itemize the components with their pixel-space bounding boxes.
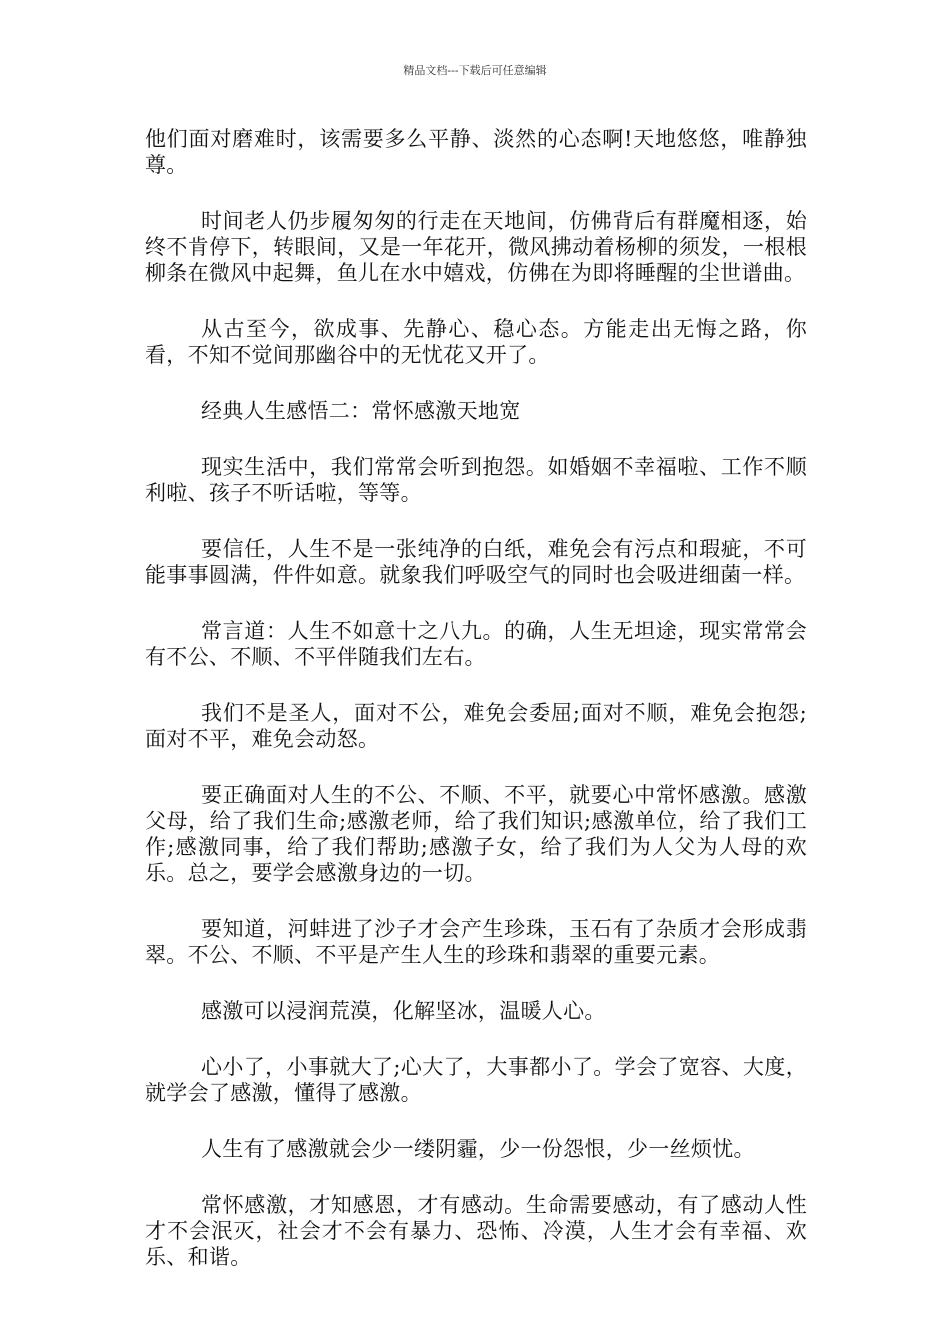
document-body	[145, 126, 807, 1300]
paragraph: 要正确面对人生的不公、不顺、不平，就要心中常怀感激。感激父母，给了我们生命;感激老师，给了我们知识;感激单位，给了我们工作;感激同事，给了我们帮助;感激子女，给了我们为人父为人母的欢乐。总之，要学会感激身边的一切。	[145, 783, 807, 885]
paragraph: 心小了，小事就大了;心大了，大事都小了。学会了宽容、大度，就学会了感激，懂得了感激。	[145, 1055, 807, 1105]
paragraph: 常怀感激，才知感恩，才有感动。生命需要感动，有了感动人性才不会泯灭，社会才不会有暴力、恐怖、冷漠，人生才会有幸福、欢乐、和谐。	[145, 1193, 807, 1269]
paragraph: 感激可以浸润荒漠，化解坚冰，温暖人心。	[201, 999, 606, 1023]
paragraph: 要信任，人生不是一张纯净的白纸，难免会有污点和瑕疵，不可能事事圆满，件件如意。就象我们呼吸空气的同时也会吸进细菌一样。	[145, 537, 807, 587]
section-heading: 经典人生感悟二：常怀感激天地宽	[201, 399, 521, 423]
page-header: 精品文档---下载后可任意编辑	[403, 64, 547, 77]
paragraph: 常言道：人生不如意十之八九。的确，人生无坦途，现实常常会有不公、不顺、不平伴随我们左右。	[145, 619, 807, 669]
paragraph: 现实生活中，我们常常会听到抱怨。如婚姻不幸福啦、工作不顺利啦、孩子不听话啦，等等。	[145, 455, 807, 505]
paragraph: 从古至今，欲成事、先静心、稳心态。方能走出无悔之路，你看，不知不觉间那幽谷中的无忧花又开了。	[145, 317, 807, 367]
paragraph: 要知道，河蚌进了沙子才会产生珍珠，玉石有了杂质才会形成翡翠。不公、不顺、不平是产生人生的珍珠和翡翠的重要元素。	[145, 917, 807, 967]
paragraph: 人生有了感激就会少一缕阴霾，少一份怨恨，少一丝烦忧。	[201, 1137, 755, 1161]
paragraph: 我们不是圣人，面对不公，难免会委屈;面对不顺，难免会抱怨;面对不平，难免会动怒。	[145, 701, 807, 751]
paragraph: 他们面对磨难时，该需要多么平静、淡然的心态啊!天地悠悠，唯静独尊。	[145, 127, 807, 177]
paragraph: 时间老人仍步履匆匆的行走在天地间，仿佛背后有群魔相逐，始终不肯停下，转眼间，又是一年花开，微风拂动着杨柳的须发，一根根柳条在微风中起舞，鱼儿在水中嬉戏，仿佛在为即将睡醒的尘世谱曲。	[145, 209, 807, 285]
